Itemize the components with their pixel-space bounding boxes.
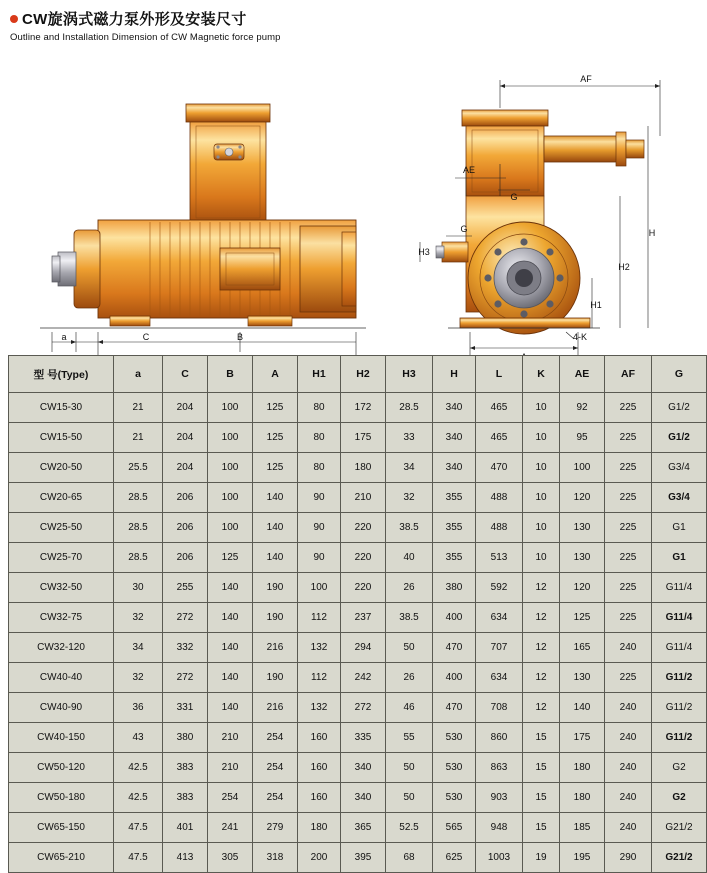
- cell-H3: 26: [386, 663, 433, 693]
- cell-H2: 335: [341, 723, 386, 753]
- dim-label-H3: H3: [418, 247, 430, 257]
- cell-H3: 40: [386, 543, 433, 573]
- cell-A: 279: [253, 813, 298, 843]
- cell-AF: 225: [605, 573, 652, 603]
- spec-table: [8, 355, 707, 873]
- cell-H2: 220: [341, 543, 386, 573]
- cell-a: 32: [114, 663, 163, 693]
- col-header-B: B: [208, 356, 253, 393]
- cell-L: 634: [476, 663, 523, 693]
- cell-G: G21/2: [652, 843, 707, 873]
- cell-model: CW25-50: [9, 513, 114, 543]
- cell-AE: 130: [560, 513, 605, 543]
- cell-H1: 100: [298, 573, 341, 603]
- cell-AE: 120: [560, 573, 605, 603]
- cell-B: 210: [208, 753, 253, 783]
- col-header-AE: AE: [560, 356, 605, 393]
- cell-model: CW20-65: [9, 483, 114, 513]
- table-row: [9, 693, 707, 723]
- cell-A: 125: [253, 453, 298, 483]
- cell-H3: 50: [386, 783, 433, 813]
- cell-C: 204: [163, 393, 208, 423]
- cell-K: 19: [523, 843, 560, 873]
- cell-L: 470: [476, 453, 523, 483]
- cell-L: 948: [476, 813, 523, 843]
- col-header-C: C: [163, 356, 208, 393]
- cell-H2: 175: [341, 423, 386, 453]
- cell-H1: 132: [298, 693, 341, 723]
- cell-AE: 195: [560, 843, 605, 873]
- table-row: [9, 753, 707, 783]
- page-subtitle: Outline and Installation Dimension of CW Magnetic force pump: [10, 32, 281, 43]
- cell-H3: 52.5: [386, 813, 433, 843]
- cell-C: 331: [163, 693, 208, 723]
- cell-H2: 395: [341, 843, 386, 873]
- cell-a: 47.5: [114, 813, 163, 843]
- cell-H: 530: [433, 753, 476, 783]
- cell-AE: 125: [560, 603, 605, 633]
- cell-B: 140: [208, 663, 253, 693]
- cell-B: 210: [208, 723, 253, 753]
- cell-B: 241: [208, 813, 253, 843]
- cell-B: 100: [208, 423, 253, 453]
- cell-L: 634: [476, 603, 523, 633]
- cell-G: G3/4: [652, 483, 707, 513]
- cell-H3: 38.5: [386, 513, 433, 543]
- cell-AF: 225: [605, 423, 652, 453]
- dim-label-G2: G: [460, 224, 468, 234]
- cell-a: 42.5: [114, 753, 163, 783]
- cell-G: G11/4: [652, 603, 707, 633]
- cell-B: 140: [208, 573, 253, 603]
- cell-H: 565: [433, 813, 476, 843]
- cell-H3: 50: [386, 633, 433, 663]
- cell-AE: 165: [560, 633, 605, 663]
- cell-a: 25.5: [114, 453, 163, 483]
- cell-C: 206: [163, 483, 208, 513]
- cell-AF: 225: [605, 453, 652, 483]
- cell-K: 12: [523, 603, 560, 633]
- cell-model: CW20-50: [9, 453, 114, 483]
- cell-B: 254: [208, 783, 253, 813]
- cell-model: CW40-150: [9, 723, 114, 753]
- cell-A: 216: [253, 633, 298, 663]
- spec-table-wrapper: [8, 355, 692, 873]
- cell-H1: 160: [298, 783, 341, 813]
- cell-H: 355: [433, 543, 476, 573]
- cell-A: 216: [253, 693, 298, 723]
- bullet-dot-icon: [10, 15, 18, 23]
- cell-H1: 160: [298, 723, 341, 753]
- cell-AF: 225: [605, 603, 652, 633]
- table-row: [9, 423, 707, 453]
- cell-H: 530: [433, 723, 476, 753]
- cell-H2: 242: [341, 663, 386, 693]
- table-row: [9, 783, 707, 813]
- cell-L: 903: [476, 783, 523, 813]
- cell-AF: 225: [605, 393, 652, 423]
- dim-label-G: G: [510, 192, 518, 202]
- cell-B: 140: [208, 633, 253, 663]
- cell-a: 43: [114, 723, 163, 753]
- dim-label-AE: AE: [462, 165, 476, 175]
- cell-model: CW40-40: [9, 663, 114, 693]
- table-row: [9, 843, 707, 873]
- cell-a: 47.5: [114, 843, 163, 873]
- cell-H3: 34: [386, 453, 433, 483]
- cell-AF: 225: [605, 663, 652, 693]
- cell-G: G11/4: [652, 573, 707, 603]
- cell-C: 206: [163, 543, 208, 573]
- cell-H1: 90: [298, 543, 341, 573]
- cell-AF: 240: [605, 693, 652, 723]
- col-header-H3: H3: [386, 356, 433, 393]
- table-row: [9, 513, 707, 543]
- dim-label-a: a: [61, 332, 67, 342]
- cell-a: 21: [114, 423, 163, 453]
- cell-K: 15: [523, 753, 560, 783]
- cell-AE: 92: [560, 393, 605, 423]
- cell-B: 100: [208, 393, 253, 423]
- cell-a: 36: [114, 693, 163, 723]
- cell-G: G11/2: [652, 693, 707, 723]
- drawing-side-view: [40, 104, 366, 375]
- cell-A: 190: [253, 663, 298, 693]
- table-row: [9, 453, 707, 483]
- cell-C: 206: [163, 513, 208, 543]
- cell-AF: 290: [605, 843, 652, 873]
- cell-C: 332: [163, 633, 208, 663]
- cell-A: 254: [253, 723, 298, 753]
- cell-AF: 225: [605, 543, 652, 573]
- cell-AF: 225: [605, 483, 652, 513]
- col-header-K: K: [523, 356, 560, 393]
- cell-B: 140: [208, 603, 253, 633]
- cell-H3: 55: [386, 723, 433, 753]
- cell-A: 140: [253, 543, 298, 573]
- cell-L: 707: [476, 633, 523, 663]
- cell-L: 488: [476, 483, 523, 513]
- cell-G: G1/2: [652, 423, 707, 453]
- cell-A: 140: [253, 513, 298, 543]
- cell-H2: 180: [341, 453, 386, 483]
- cell-H: 400: [433, 603, 476, 633]
- cell-AE: 130: [560, 543, 605, 573]
- cell-AE: 175: [560, 723, 605, 753]
- cell-G: G3/4: [652, 453, 707, 483]
- cell-model: CW65-210: [9, 843, 114, 873]
- cell-B: 140: [208, 693, 253, 723]
- cell-a: 34: [114, 633, 163, 663]
- cell-H: 380: [433, 573, 476, 603]
- cell-K: 15: [523, 813, 560, 843]
- cell-H1: 90: [298, 513, 341, 543]
- cell-H: 340: [433, 423, 476, 453]
- cell-B: 100: [208, 513, 253, 543]
- cell-H2: 172: [341, 393, 386, 423]
- col-header-H2: H2: [341, 356, 386, 393]
- cell-K: 12: [523, 573, 560, 603]
- cell-H2: 220: [341, 513, 386, 543]
- cell-K: 15: [523, 783, 560, 813]
- table-row: [9, 603, 707, 633]
- cell-K: 10: [523, 513, 560, 543]
- cell-H: 340: [433, 453, 476, 483]
- cell-L: 465: [476, 393, 523, 423]
- table-header-row: [9, 356, 707, 393]
- cell-model: CW40-90: [9, 693, 114, 723]
- cell-K: 10: [523, 543, 560, 573]
- dim-label-AF: AF: [580, 74, 592, 84]
- cell-K: 10: [523, 453, 560, 483]
- cell-A: 190: [253, 573, 298, 603]
- cell-L: 513: [476, 543, 523, 573]
- dim-label-B: B: [236, 332, 244, 342]
- cell-model: CW32-50: [9, 573, 114, 603]
- cell-H3: 50: [386, 753, 433, 783]
- table-row: [9, 813, 707, 843]
- dim-label-K: 4-K: [572, 332, 588, 342]
- cell-H3: 68: [386, 843, 433, 873]
- cell-AE: 180: [560, 783, 605, 813]
- col-header-type: 型 号(Type): [9, 356, 114, 393]
- cell-H: 355: [433, 513, 476, 543]
- cell-AE: 100: [560, 453, 605, 483]
- cell-G: G1/2: [652, 393, 707, 423]
- dim-label-C: C: [142, 332, 150, 342]
- cell-C: 383: [163, 753, 208, 783]
- cell-H3: 46: [386, 693, 433, 723]
- cell-L: 860: [476, 723, 523, 753]
- page-title: [10, 8, 610, 29]
- cell-model: CW65-150: [9, 813, 114, 843]
- cell-a: 32: [114, 603, 163, 633]
- cell-K: 12: [523, 663, 560, 693]
- table-row: [9, 543, 707, 573]
- table-row: [9, 573, 707, 603]
- cell-K: 10: [523, 393, 560, 423]
- cell-H2: 365: [341, 813, 386, 843]
- cell-AF: 240: [605, 783, 652, 813]
- cell-a: 21: [114, 393, 163, 423]
- cell-B: 100: [208, 453, 253, 483]
- cell-H1: 80: [298, 453, 341, 483]
- cell-H: 530: [433, 783, 476, 813]
- technical-drawing: [0, 40, 700, 345]
- cell-AF: 225: [605, 513, 652, 543]
- cell-model: CW15-50: [9, 423, 114, 453]
- cell-C: 383: [163, 783, 208, 813]
- cell-C: 204: [163, 453, 208, 483]
- cell-model: CW32-75: [9, 603, 114, 633]
- cell-A: 254: [253, 783, 298, 813]
- col-header-a: a: [114, 356, 163, 393]
- cell-G: G11/4: [652, 633, 707, 663]
- table-row: [9, 483, 707, 513]
- cell-H2: 210: [341, 483, 386, 513]
- cell-H1: 90: [298, 483, 341, 513]
- dim-label-H2: H2: [618, 262, 630, 272]
- page-title-text: CW旋涡式磁力泵外形及安装尺寸: [22, 11, 247, 28]
- cell-H2: 294: [341, 633, 386, 663]
- cell-AE: 130: [560, 663, 605, 693]
- cell-G: G21/2: [652, 813, 707, 843]
- cell-B: 125: [208, 543, 253, 573]
- cell-B: 100: [208, 483, 253, 513]
- cell-AE: 180: [560, 753, 605, 783]
- table-row: [9, 723, 707, 753]
- drawing-front-view: [418, 74, 660, 362]
- cell-C: 204: [163, 423, 208, 453]
- cell-L: 465: [476, 423, 523, 453]
- cell-L: 863: [476, 753, 523, 783]
- cell-L: 592: [476, 573, 523, 603]
- cell-H: 400: [433, 663, 476, 693]
- col-header-H1: H1: [298, 356, 341, 393]
- cell-AE: 120: [560, 483, 605, 513]
- dim-label-H1: H1: [590, 300, 602, 310]
- cell-AF: 240: [605, 813, 652, 843]
- cell-H3: 33: [386, 423, 433, 453]
- cell-K: 10: [523, 423, 560, 453]
- cell-H3: 26: [386, 573, 433, 603]
- cell-H2: 340: [341, 783, 386, 813]
- cell-G: G2: [652, 783, 707, 813]
- cell-H2: 272: [341, 693, 386, 723]
- cell-H: 470: [433, 633, 476, 663]
- cell-a: 28.5: [114, 513, 163, 543]
- cell-G: G11/2: [652, 663, 707, 693]
- cell-G: G1: [652, 543, 707, 573]
- cell-H1: 180: [298, 813, 341, 843]
- cell-C: 401: [163, 813, 208, 843]
- cell-A: 125: [253, 393, 298, 423]
- cell-A: 125: [253, 423, 298, 453]
- cell-AE: 140: [560, 693, 605, 723]
- cell-H1: 80: [298, 423, 341, 453]
- cell-K: 15: [523, 723, 560, 753]
- col-header-AF: AF: [605, 356, 652, 393]
- cell-H1: 80: [298, 393, 341, 423]
- table-row: [9, 393, 707, 423]
- cell-a: 30: [114, 573, 163, 603]
- cell-K: 10: [523, 483, 560, 513]
- cell-H2: 237: [341, 603, 386, 633]
- cell-AF: 240: [605, 633, 652, 663]
- cell-H1: 132: [298, 633, 341, 663]
- cell-AF: 240: [605, 723, 652, 753]
- cell-A: 254: [253, 753, 298, 783]
- col-header-A: A: [253, 356, 298, 393]
- cell-model: CW25-70: [9, 543, 114, 573]
- cell-a: 42.5: [114, 783, 163, 813]
- cell-C: 272: [163, 663, 208, 693]
- table-body: [9, 393, 707, 873]
- cell-L: 488: [476, 513, 523, 543]
- cell-H3: 32: [386, 483, 433, 513]
- cell-H: 470: [433, 693, 476, 723]
- cell-H1: 160: [298, 753, 341, 783]
- page-header: [10, 8, 610, 43]
- cell-K: 12: [523, 693, 560, 723]
- col-header-L: L: [476, 356, 523, 393]
- cell-H3: 38.5: [386, 603, 433, 633]
- cell-model: CW32-120: [9, 633, 114, 663]
- cell-H2: 340: [341, 753, 386, 783]
- cell-a: 28.5: [114, 543, 163, 573]
- cell-K: 12: [523, 633, 560, 663]
- table-row: [9, 633, 707, 663]
- cell-B: 305: [208, 843, 253, 873]
- cell-G: G11/2: [652, 723, 707, 753]
- cell-model: CW50-120: [9, 753, 114, 783]
- cell-C: 272: [163, 603, 208, 633]
- cell-H1: 112: [298, 603, 341, 633]
- cell-A: 140: [253, 483, 298, 513]
- dim-label-H: H: [648, 228, 656, 238]
- cell-H2: 220: [341, 573, 386, 603]
- cell-C: 380: [163, 723, 208, 753]
- cell-model: CW50-180: [9, 783, 114, 813]
- cell-H1: 200: [298, 843, 341, 873]
- cell-C: 255: [163, 573, 208, 603]
- cell-G: G1: [652, 513, 707, 543]
- cell-H3: 28.5: [386, 393, 433, 423]
- cell-L: 708: [476, 693, 523, 723]
- cell-H: 355: [433, 483, 476, 513]
- cell-AE: 185: [560, 813, 605, 843]
- cell-G: G2: [652, 753, 707, 783]
- cell-AF: 240: [605, 753, 652, 783]
- col-header-G: G: [652, 356, 707, 393]
- cell-model: CW15-30: [9, 393, 114, 423]
- col-header-H: H: [433, 356, 476, 393]
- cell-a: 28.5: [114, 483, 163, 513]
- cell-H1: 112: [298, 663, 341, 693]
- table-row: [9, 663, 707, 693]
- cell-A: 190: [253, 603, 298, 633]
- cell-H: 625: [433, 843, 476, 873]
- cell-L: 1003: [476, 843, 523, 873]
- cell-A: 318: [253, 843, 298, 873]
- cell-C: 413: [163, 843, 208, 873]
- cell-AE: 95: [560, 423, 605, 453]
- cell-H: 340: [433, 393, 476, 423]
